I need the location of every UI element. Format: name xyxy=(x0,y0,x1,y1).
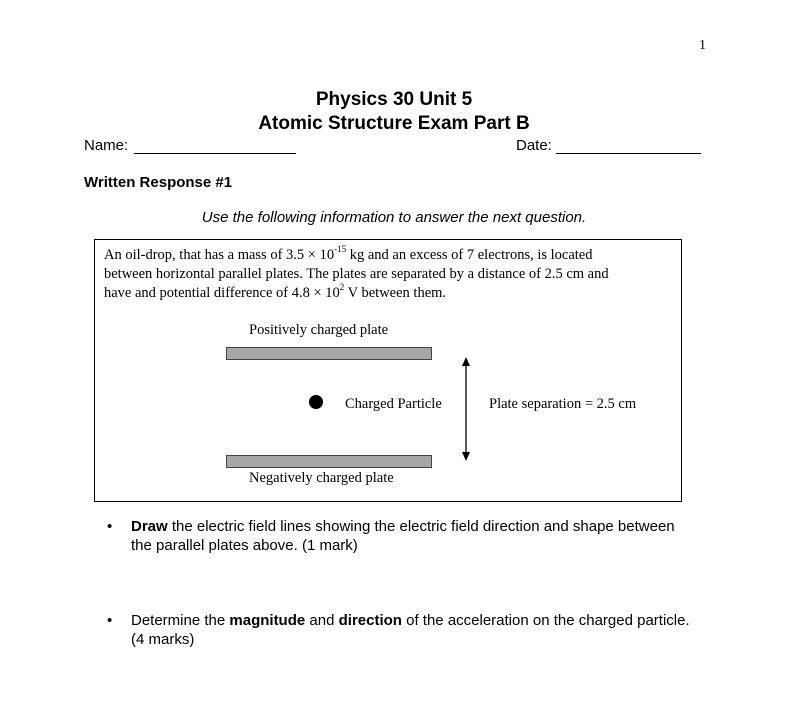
particle-label: Charged Particle xyxy=(345,396,442,412)
page-title: Physics 30 Unit 5 xyxy=(315,89,473,110)
negative-plate-label: Negatively charged plate xyxy=(249,470,394,486)
separation-label: Plate separation = 2.5 cm xyxy=(489,396,637,412)
date-label: Date: xyxy=(516,137,552,154)
name-label: Name: xyxy=(84,137,129,154)
bullet-icon: • xyxy=(107,518,113,535)
separation-arrow-icon xyxy=(455,357,477,461)
info-text xyxy=(104,246,674,303)
page-subtitle: Atomic Structure Exam Part B xyxy=(258,113,530,134)
positive-plate-label: Positively charged plate xyxy=(249,322,389,338)
charged-particle xyxy=(309,395,323,409)
section-heading: Written Response #1 xyxy=(84,174,233,191)
bullet-text: Determine the magnitude and direction of the acceleration on the charged particle. (4 marks) xyxy=(131,612,690,648)
page-number: 1 xyxy=(699,38,706,53)
info-line-1: An oil-drop, that has a mass of $3.5 \times 10^{-15}$ kg and an excess of 7 electrons, is located xyxy=(104,244,593,263)
instruction: Use the following information to answer the next question. xyxy=(201,209,587,226)
negative-plate xyxy=(226,455,432,468)
bullet-icon: • xyxy=(107,612,113,629)
positive-plate xyxy=(226,347,432,360)
info-line-3: have and potential difference of $4.8 \times 10^2$ V between them. xyxy=(104,282,447,301)
bullet-text: Draw the electric field lines showing the electric field direction and shape between the parallel plates above. (1 mark) xyxy=(131,518,675,554)
name-line[interactable] xyxy=(134,153,296,154)
date-line[interactable] xyxy=(556,153,701,154)
info-line-2: between horizontal parallel plates. The plates are separated by a distance of 2.5 cm and xyxy=(104,266,609,282)
